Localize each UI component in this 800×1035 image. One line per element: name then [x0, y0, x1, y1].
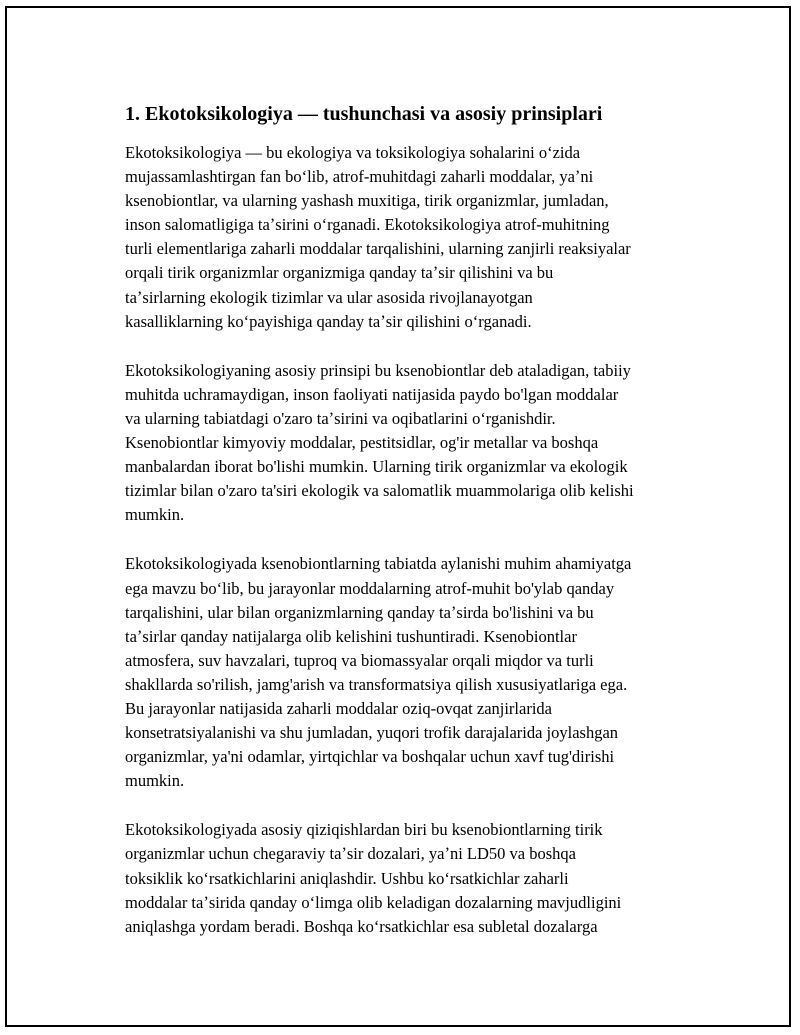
text-line: manbalardan iborat bo'lishi mumkin. Ularning tirik organizmlar va ekologik — [125, 457, 628, 477]
text-line: va ularning tabiatdagi o'zaro taʼsirini va oqibatlarini oʻrganishdir. — [125, 408, 556, 428]
text-line: taʼsirlarning ekologik tizimlar va ular asosida rivojlanayotgan — [125, 287, 533, 307]
text-line: aniqlashga yordam beradi. Boshqa koʻrsatkichlar esa subletal dozalarga — [125, 916, 598, 936]
text-line: konsetratsiyalanishi va shu jumladan, yuqori trofik darajalarida joylashgan — [125, 723, 619, 743]
text-line: muhitda uchramaydigan, inson faoliyati natijasida paydo bo'lgan moddalar — [125, 384, 619, 404]
paragraph — [125, 552, 695, 793]
text-line: orqali tirik organizmlar organizmiga qanday taʼsir qilishini va bu — [125, 263, 554, 283]
text-line: organizmlar uchun chegaraviy taʼsir dozalari, yaʼni LD50 va boshqa — [125, 844, 576, 864]
text-line: taʼsirlar qanday natijalarga olib kelishini tushuntiradi. Ksenobiontlar — [125, 626, 577, 646]
text-line: inson salomatligiga taʼsirini oʻrganadi. Ekotoksikologiya atrof-muhitning — [125, 215, 610, 235]
text-line: Bu jarayonlar natijasida zaharli moddalar oziq-ovqat zanjirlarida — [125, 698, 552, 718]
paragraph-list — [125, 141, 695, 939]
text-line: ksenobiontlar, va ularning yashash muxitiga, tirik organizmlar, jumladan, — [125, 191, 609, 211]
page-frame — [5, 6, 791, 1027]
text-line: Ekotoksikologiyada asosiy qiziqishlardan biri bu ksenobiontlarning tirik — [125, 820, 603, 840]
paragraph — [125, 359, 695, 528]
text-line: turli elementlariga zaharli moddalar tarqalishini, ularning zanjirli reaksiyalar — [125, 239, 631, 259]
text-line: mumkin. — [125, 771, 185, 791]
text-line: kasalliklarning koʻpayishiga qanday taʼsir qilishini oʻrganadi. — [125, 311, 532, 331]
text-line: atmosfera, suv havzalari, tuproq va biomassyalar orqali miqdor va turli — [125, 650, 594, 670]
text-line: tarqalishini, ular bilan organizmlarning qanday taʼsirda bo'lishini va bu — [125, 602, 594, 622]
text-line: Ekotoksikologiya — bu ekologiya va toksikologiya sohalarini oʻzida — [125, 143, 581, 162]
text-line: tizimlar bilan o'zaro ta'siri ekologik va salomatlik muammolariga olib kelishi — [125, 481, 634, 501]
text-line: moddalar taʼsirida qanday oʻlimga olib keladigan dozalarning mavjudligini — [125, 892, 622, 912]
paragraph — [125, 818, 695, 938]
text-line: mujassamlashtirgan fan boʻlib, atrof-muhitdagi zaharli moddalar, yaʼni — [125, 167, 594, 187]
text-line: ega mavzu boʻlib, bu jarayonlar moddalarning atrof-muhit bo'ylab qanday — [125, 578, 615, 598]
text-line: Ekotoksikologiyaning asosiy prinsipi bu ksenobiontlar deb ataladigan, tabiiy — [125, 360, 631, 380]
text-line: mumkin. — [125, 505, 185, 525]
text-line: toksiklik koʻrsatkichlarini aniqlashdir. Ushbu koʻrsatkichlar zaharli — [125, 868, 569, 888]
paragraph — [125, 141, 695, 334]
text-line: organizmlar, ya'ni odamlar, yirtqichlar va boshqalar uchun xavf tug'dirishi — [125, 747, 615, 767]
section-heading: 1. Ekotoksikologiya — tushunchasi va asosiy prinsiplari — [125, 103, 603, 125]
text-line: Ksenobiontlar kimyoviy moddalar, pestitsidlar, og'ir metallar va boshqa — [125, 433, 599, 453]
text-line: shakllarda so'rilish, jamg'arish va transformatsiya qilish xususiyatlariga ega. — [125, 674, 628, 694]
document-body — [125, 101, 695, 964]
text-line: Ekotoksikologiyada ksenobiontlarning tabiatda aylanishi muhim ahamiyatga — [125, 554, 632, 574]
